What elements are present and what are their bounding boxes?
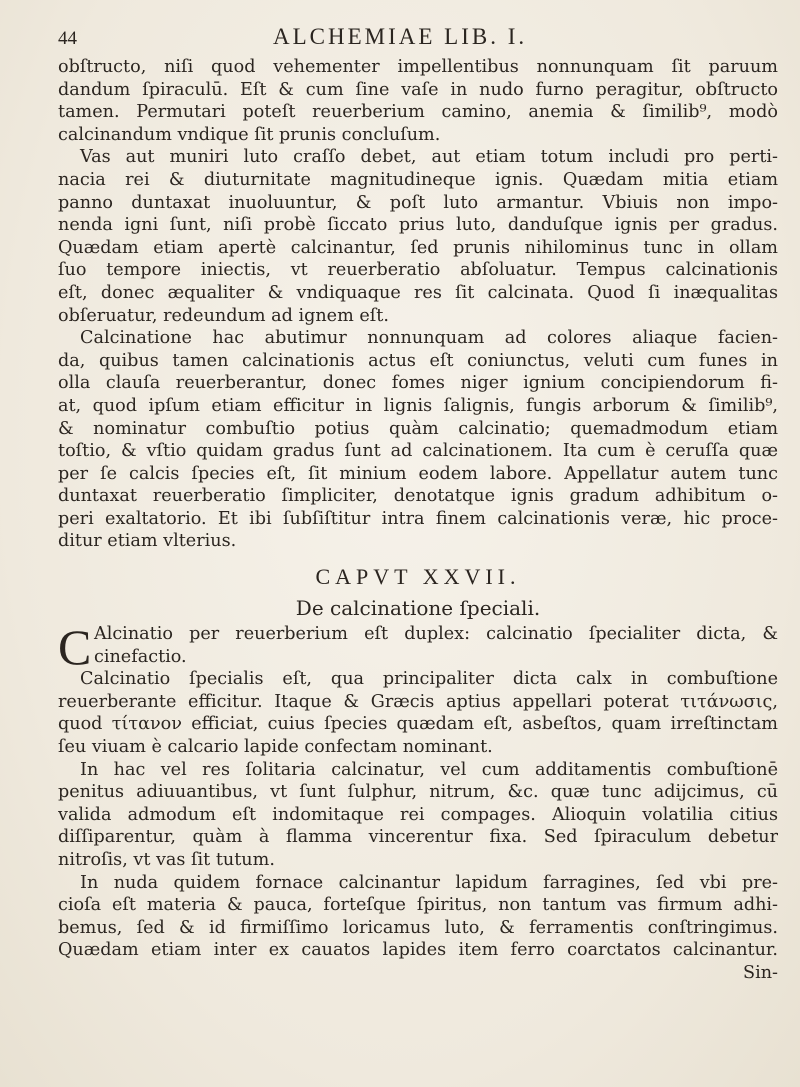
text-line: Vas aut muniri luto craſſo debet, aut etiam totum includi pro perti- <box>80 147 778 168</box>
text-line: at, quod ipſum etiam efficitur in lignis ſalignis, fungis arborum & ſimilib⁹, <box>58 395 778 416</box>
text-line: ſuo tempore iniectis, vt reuerberatio abſoluatur. Tempus calcinationis <box>58 260 778 281</box>
text-line: bemus, ſed & id firmiſſimo loricamus luto, & ferramentis conſtringimus. <box>58 917 778 938</box>
text-line: valida admodum eſt indomitaque rei compages. Alioquin volatilia citius <box>58 804 778 825</box>
text-line: obſtructo, niſi quod vehementer impellentibus nonnunquam ſit paruum <box>58 57 778 77</box>
text-line: Calcinatione hac abutimur nonnunquam ad colores aliaque facien- <box>80 328 778 349</box>
text-line: ſeu viuam è calcario lapide confectam nominant. <box>58 737 493 758</box>
text-line: obſeruatur, redeundum ad ignem eſt. <box>58 305 389 326</box>
text-line: reuerberante efficitur. Itaque & Græcis aptius appellari poterat τιτάνωσις, <box>58 691 778 712</box>
text-line: panno duntaxat inuoluuntur, & poſt luto armantur. Vbiuis non impo- <box>58 192 778 213</box>
text-line: nacia rei & diuturnitate magnitudineque ignis. Quædam mitia etiam <box>58 169 778 190</box>
text-line: toſtio, & vſtio quidam gradus ſunt ad calcinationem. Ita cum è ceruſſa quæ <box>58 441 778 462</box>
catchword: Sin- <box>743 962 778 983</box>
text-line: nitroſis, vt vas ſit tutum. <box>58 850 275 870</box>
text-line: eſt, donec æqualiter & vndiquaque res ſit calcinata. Quod ſi inæqualitas <box>58 282 778 303</box>
paragraph-5 <box>58 668 778 758</box>
running-head: ALCHEMIAE LIB. I. <box>273 24 528 49</box>
paragraph-6 <box>58 759 778 872</box>
drop-cap: C <box>58 619 92 676</box>
text-line: tamen. Permutari poteſt reuerberium camino, anemia & ſimilib⁹, modò <box>58 102 778 123</box>
text-line: penitus adiuuantibus, vt ſunt ſulphur, nitrum, &c. quæ tunc adijcimus, cū <box>58 782 778 803</box>
text-line: nenda igni ſunt, niſi probè ſiccato prius luto, danduſque ignis per gradus. <box>58 215 778 236</box>
text-line: peri exaltatorio. Et ibi ſubſiſtitur intra finem calcinationis veræ, hic proce- <box>58 508 778 529</box>
text-line: duntaxat reuerberatio ſimpliciter, denotatque ignis gradum adhibitum o- <box>58 486 778 507</box>
page-header <box>58 24 748 54</box>
text-line: Calcinatio ſpecialis eſt, qua principaliter dicta calx in combuſtione <box>80 669 778 690</box>
text-line: ditur etiam vlterius. <box>58 531 237 552</box>
body-text <box>58 56 778 985</box>
chapter-subtitle: De calcinatione ſpeciali. <box>295 596 541 621</box>
paragraph-1 <box>58 56 778 146</box>
text-line: In nuda quidem fornace calcinantur lapidum farragines, ſed vbi pre- <box>80 872 778 893</box>
text-line: & nominatur combuſtio potius quàm calcinatio; quemadmodum etiam <box>58 418 778 439</box>
text-line: In hac vel res ſolitaria calcinatur, vel cum additamentis combuſtionē <box>80 759 778 780</box>
paragraph-4 <box>58 619 778 676</box>
text-line: calcinandum vndique ſit prunis concluſum. <box>58 124 441 145</box>
text-line: per ſe calcis ſpecies eſt, ſit minium eodem labore. Appellatur autem tunc <box>58 463 778 484</box>
chapter-title: CAPVT XXVII. <box>315 564 521 590</box>
text-line: cioſa eſt materia & pauca, forteſque ſpiritus, non tantum vas firmum adhi- <box>58 895 778 916</box>
page-number: 44 <box>58 28 77 49</box>
text-line: olla clauſa reuerberantur, donec fomes niger ignium concipiendorum fi- <box>58 373 778 394</box>
text-line: diſſiparentur, quàm à flamma vincerentur fixa. Sed ſpiraculum debetur <box>58 827 778 848</box>
text-line: quod τίτανον efficiat, cuius ſpecies quædam eſt, asbeſtos, quam irreſtinctam <box>58 714 778 735</box>
text-line: cinefactio. <box>94 646 187 667</box>
text-line: Quædam etiam apertè calcinantur, ſed prunis nihilominus tunc in ollam <box>58 237 778 258</box>
text-line: Alcinatio per reuerberium eſt duplex: calcinatio ſpecialiter dicta, & <box>94 624 778 645</box>
paragraph-3 <box>58 327 778 553</box>
paragraph-2 <box>58 146 778 327</box>
text-line: Quædam etiam inter ex cauatos lapides item ferro coarctatos calcinantur. <box>58 940 778 961</box>
text-line: dandum ſpiraculū. Eſt & cum ſine vaſe in nudo furno peragitur, obſtructo <box>58 79 778 100</box>
paragraph-7 <box>58 872 778 962</box>
text-line: da, quibus tamen calcinationis actus eſt coniunctus, veluti cum funes in <box>58 350 778 371</box>
